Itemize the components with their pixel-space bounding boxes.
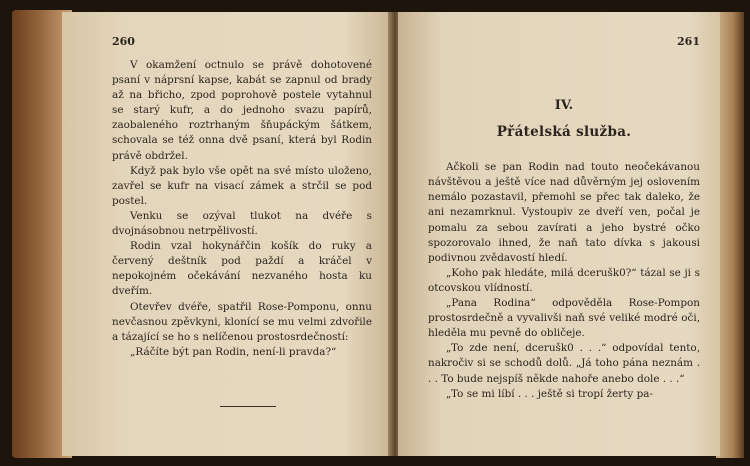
paragraph: „To se mi líbí . . . ještě si tropí žerty pa- xyxy=(446,387,653,400)
paragraph: Rodin vzal hokynářčin košík do ruky a červený deštník pod paždí a kráčel v nepokojném očekávání nezvaného hosta ku dveřím. xyxy=(112,240,372,298)
paragraph: Ačkoli se pan Rodin nad touto neočekávanou návštěvou a ještě více nad důvěrným jej oslovením nemálo pozastavil, přemohl se přec tak daleko, že ani nezamrknul. Vystoupiv ze dveří ven, počal je pomalu za sebou zavírati a jeho bystré očko spozorovalo ihned, že naň tato dívka s jakousi podivnou zvědavostí hledí. xyxy=(428,161,700,264)
paragraph: „Ráčíte být pan Rodin, není-li pravda?“ xyxy=(130,345,337,358)
page-number-left: 260 xyxy=(112,35,135,48)
paragraph: „Pana Rodina“ odpověděla Rose-Pompon prostosrdečně a vyvalivši naň své veliké modré oči, hleděla mu pevně do obličeje. xyxy=(428,297,700,340)
right-page-text xyxy=(428,160,700,402)
chapter-title: Přátelská služba. xyxy=(496,124,632,141)
right-page xyxy=(398,12,720,456)
paragraph: V okamžení octnulo se právě dohotovené psaní v náprsní kapse, kabát se zapnul od brady až na břicho, zpod poprohově postele vytahnul se starý kufr, a do jednoho svazu papírů, zaobaleného roztrhaným šňupáckým šátkem, schovala se též onna dvě psaní, která byl Rodin právě obdržel. xyxy=(112,59,372,162)
paragraph: Venku se ozýval tlukot na dvéře s dvojnásobnou netrpělivostí. xyxy=(112,209,372,238)
paragraph: „To zde není, dcerušk0 . . .“ odpovídal tento, nakročiv si se schodů dolů. „Já toho pána neznám . . . To bude nejspíš někde nahoře anebo dole . . .“ xyxy=(428,342,700,385)
paragraph: „Koho pak hledáte, milá dcerušk0?“ tázal se ji s otcovskou vlídností. xyxy=(428,266,700,294)
left-page xyxy=(62,12,392,456)
chapter-number: IV. xyxy=(554,98,574,113)
page-number-right: 261 xyxy=(677,35,700,48)
section-divider xyxy=(220,406,276,407)
book-edge-right xyxy=(716,12,744,458)
left-page-text xyxy=(112,58,372,360)
paragraph: Když pak bylo vše opět na své místo uloženo, zavřel se kufr na visací zámek a strčil se pod postel. xyxy=(112,164,372,207)
paragraph: Otevřev dvéře, spatřil Rose-Pomponu, onnu nevčasnou zpěvkyni, klonící se mu velmi zdvořile a tázající se ho s nelíčenou prostosrdečností: xyxy=(112,300,372,343)
